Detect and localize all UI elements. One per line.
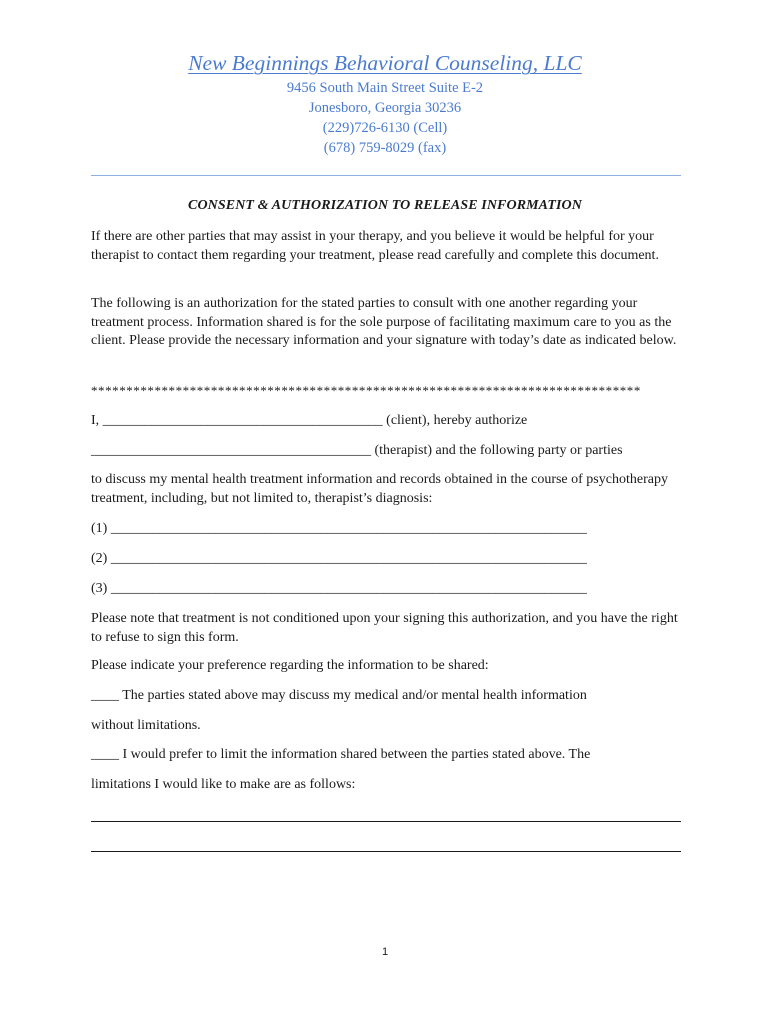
consent-note: Please note that treatment is not conditioned upon your signing this authorization, and you have the right to refuse to sign this form. xyxy=(91,611,678,645)
party-2-field[interactable]: (2) ____________________________________________________________________ xyxy=(91,551,587,566)
intro-paragraph-2: The following is an authorization for the stated parties to consult with one another regarding your treatment process. Information shared is for the sole purpose of facilitating maximum care to you as the client. Please provide the necessary information and your signature with today’s date as indicated below. xyxy=(91,296,677,349)
organization-name: New Beginnings Behavioral Counseling, LLC xyxy=(188,51,582,75)
phone-fax: (678) 759-8029 (fax) xyxy=(323,140,447,156)
address-city: Jonesboro, Georgia 30236 xyxy=(308,100,462,116)
page-number: 1 xyxy=(381,946,389,958)
address-street: 9456 South Main Street Suite E-2 xyxy=(286,80,484,96)
party-1-field[interactable]: (1) ____________________________________________________________________ xyxy=(91,521,587,536)
header-divider xyxy=(91,175,681,176)
therapist-line[interactable]: ________________________________________ (therapist) and the following party or parties xyxy=(91,443,623,458)
document-title: CONSENT & AUTHORIZATION TO RELEASE INFORMATION xyxy=(188,198,582,213)
limitations-field-1[interactable] xyxy=(91,821,681,822)
option-no-limits-continued: without limitations. xyxy=(91,718,201,733)
option-limited-continued: limitations I would like to make are as follows: xyxy=(91,777,356,792)
limitations-field-2[interactable] xyxy=(91,851,681,852)
intro-paragraph-1: If there are other parties that may assist in your therapy, and you believe it would be helpful for your therapist to contact them regarding your treatment, please read carefully and complete this document. xyxy=(91,229,659,263)
party-3-field[interactable]: (3) ____________________________________________________________________ xyxy=(91,581,587,596)
option-no-limits[interactable]: ____ The parties stated above may discuss my medical and/or mental health information xyxy=(91,688,587,703)
client-authorization-line[interactable]: I, ________________________________________ (client), hereby authorize xyxy=(91,413,528,428)
asterisk-separator: ****************************************************************************** xyxy=(91,383,641,398)
option-limited[interactable]: ____ I would prefer to limit the information shared between the parties stated above. The xyxy=(91,747,591,762)
preference-prompt: Please indicate your preference regarding the information to be shared: xyxy=(91,658,489,673)
letterhead xyxy=(0,50,770,158)
scope-paragraph: to discuss my mental health treatment information and records obtained in the course of psychotherapy treatment, including, but not limited to, therapist’s diagnosis: xyxy=(91,472,668,506)
phone-cell: (229)726-6130 (Cell) xyxy=(322,120,448,136)
